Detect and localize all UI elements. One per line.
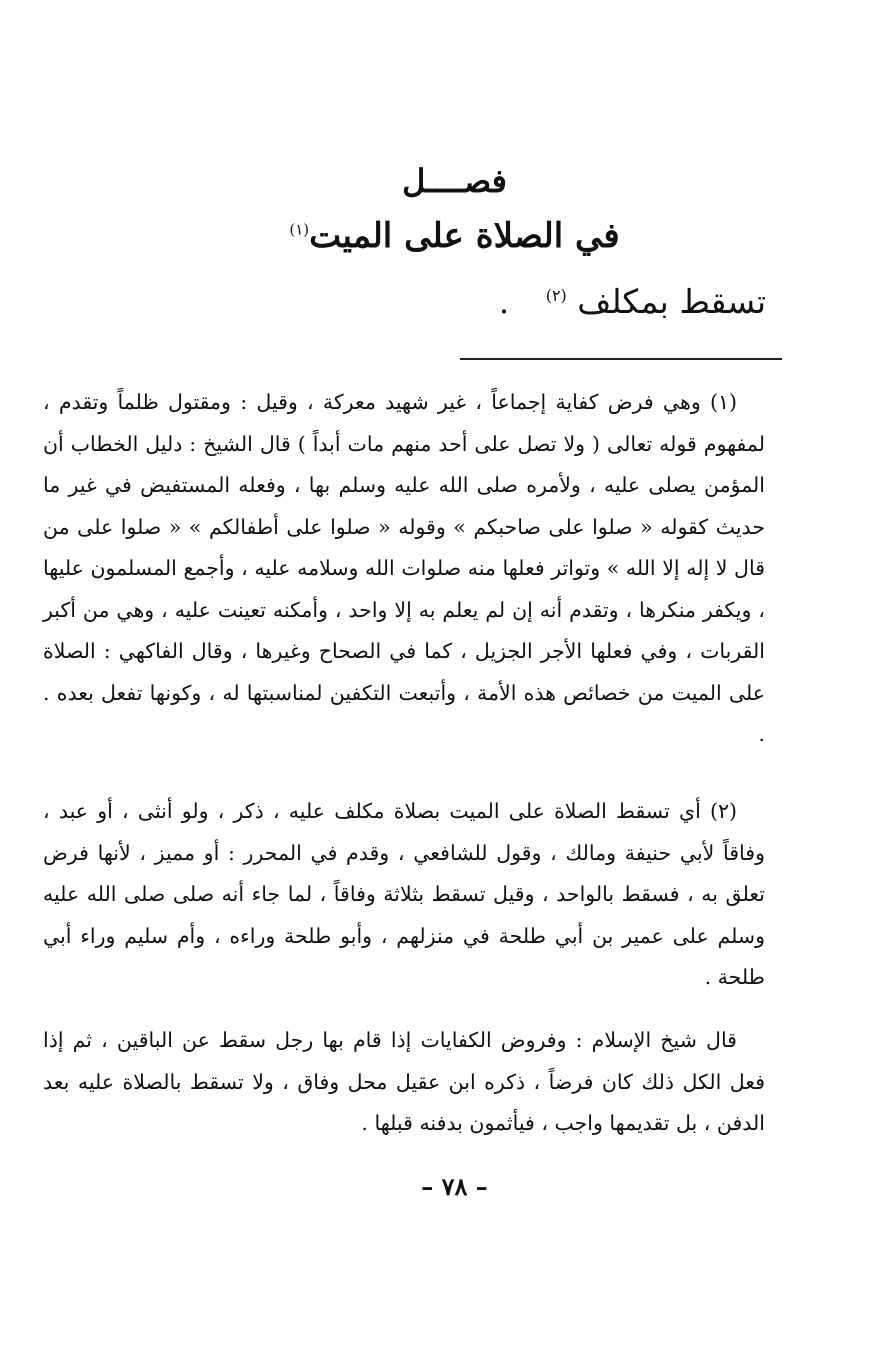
page-number: – ٧٨ – [421,1172,488,1201]
chapter-subtitle [0,216,869,256]
section-title: فصــــل [402,162,507,200]
main-text-body: تسقط بمكلف [577,282,766,321]
footnote-1-text: (١) وهي فرض كفاية إجماعاً ، غير شهيد معركة ، وقيل : ومقتول ظلماً وتقدم ، لمفهوم قوله تعالى ( ولا تصل على أحد منهم مات أبداً ) قال الشيخ : دليل الخطاب أن المؤمن يصلى عليه ، ولأمره صلى الله عليه وسلم بها ، وفعله المستفيض في غير ما حديث كقوله « صلوا على صاحبكم » وقوله « صلوا على أطفالكم » « صلوا على من قال لا إله إلا الله » وتواتر فعلها منه صلوات الله وسلامه عليه ، وأجمع المسلمون عليها ، ويكفر منكرها ، وتقدم أنه إن لم يعلم به إلا واحد ، وأمكنه تعينت عليه ، وهي من أكبر القربات ، وفي فعلها الأجر الجزيل ، كما في الصحاح وغيرها ، وقال الفاكهي : الصلاة على الميت من خصائص هذه الأمة ، وأتبعت التكفين لمناسبتها له ، وكونها تفعل بعده . . [43,390,765,746]
main-text-footnote-marker: (٢) [545,286,567,305]
subtitle-text: في الصلاة على الميت [309,216,620,256]
footnote-2-text: (٢) أي تسقط الصلاة على الميت بصلاة مكلف عليه ، ذكر ، ولو أنثى ، أو عبد ، وفاقاً لأبي حنيفة ومالك ، وقول للشافعي ، وقدم في المحرر : أو مميز ، لأنها فرض تعلق به ، فسقط بالواحد ، وقيل تسقط بثلاثة وفاقاً ، لما جاء أنه صلى صلى الله عليه وسلم على عمير بن أبي طلحة في منزلهم ، وأبو طلحة وراءه ، وأم سليم وراء أبي طلحة . [43,799,765,989]
subtitle-footnote-marker: (١) [289,220,310,239]
section-heading [0,162,869,200]
footnote-2 [43,791,765,999]
main-text-period: . [498,282,510,321]
footnote-3-text: قال شيخ الإسلام : وفروض الكفايات إذا قام بها رجل سقط عن الباقين ، ثم إذا فعل الكل ذلك كان فرضاً ، ذكره ابن عقيل محل وفاق ، ولا تسقط بالصلاة عليه بعد الدفن ، بل تقديمها واجب ، فيأثمون بدفنه قبلها . [43,1028,765,1135]
main-text-line [499,282,766,321]
footnote-divider [460,358,782,360]
footnote-3 [43,1020,765,1145]
footnote-1 [43,382,765,756]
